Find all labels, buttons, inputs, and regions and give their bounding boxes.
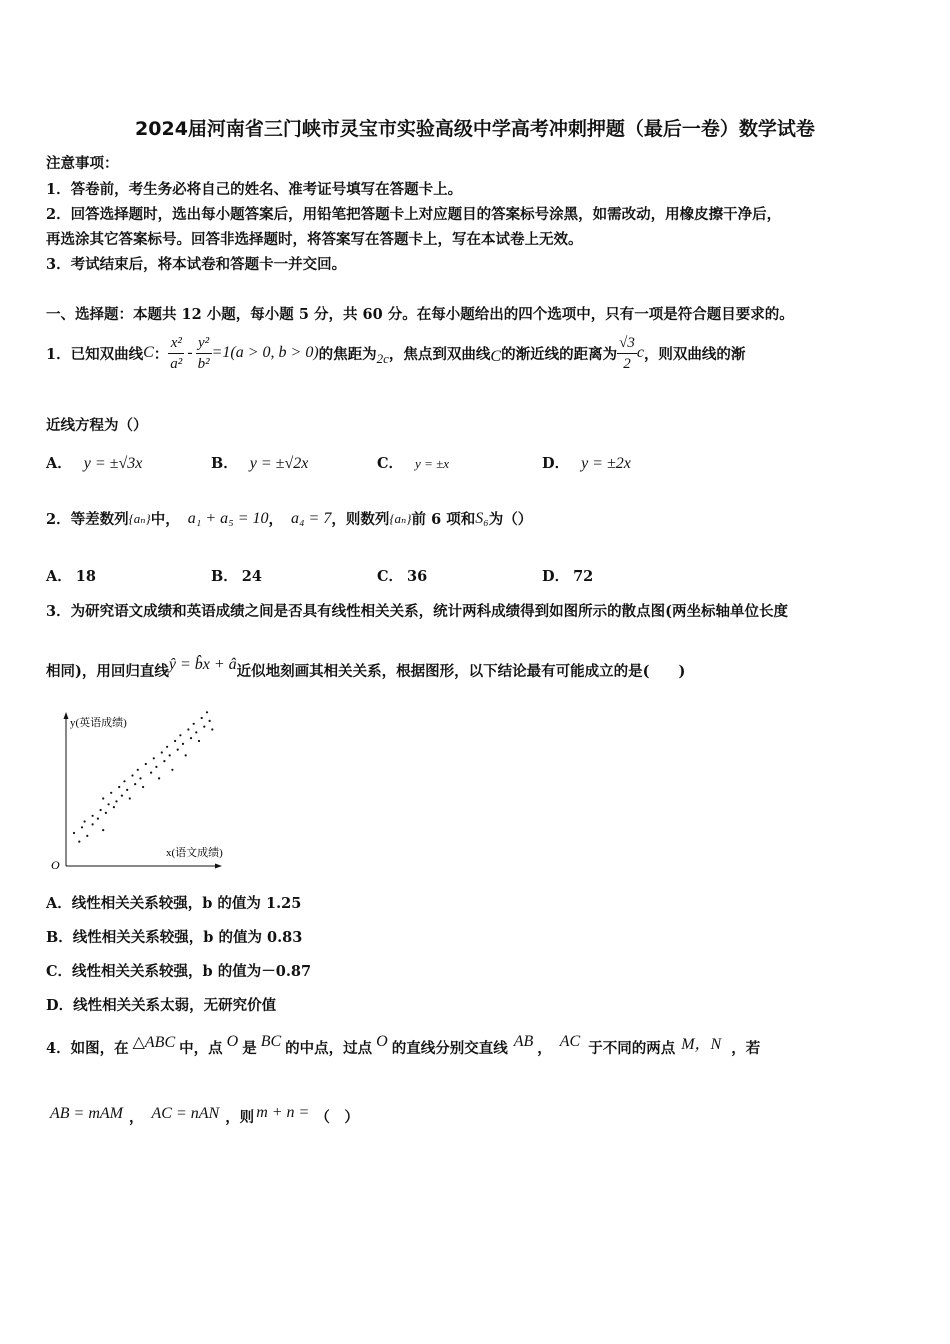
question-1 — [46, 330, 745, 376]
q2-option-c[interactable]: C． 36 — [377, 568, 428, 585]
data-point — [182, 743, 184, 745]
q1-var: C — [143, 344, 154, 361]
data-point — [73, 832, 75, 834]
data-point — [174, 740, 176, 742]
data-point — [113, 806, 115, 808]
q4-segment: BC — [260, 1033, 282, 1050]
q4-text: 中，点 — [179, 1039, 223, 1057]
data-point — [185, 754, 187, 756]
data-point — [105, 812, 107, 814]
q4-text: ，则 — [225, 1109, 255, 1126]
data-point — [203, 726, 205, 728]
q4-line: AC — [559, 1033, 581, 1050]
q2-text: 前 6 项和 — [411, 511, 476, 528]
q2-text: ， — [268, 511, 283, 528]
data-point — [198, 740, 200, 742]
q1-condition: =1(a > 0, b > 0) — [211, 344, 319, 361]
q3-option-a[interactable]: A．线性相关关系较强，b 的值为 1.25 — [46, 895, 302, 912]
data-point — [209, 720, 211, 722]
data-point — [211, 728, 213, 730]
data-point — [195, 731, 197, 733]
data-point — [142, 786, 144, 788]
q2-sum: S₆ — [475, 509, 489, 527]
data-point — [171, 769, 173, 771]
data-point — [190, 737, 192, 739]
q4-point: O — [376, 1033, 388, 1050]
data-point — [110, 792, 112, 794]
q1-text: 的渐近线的距离为 — [501, 345, 618, 363]
y-axis-label: y(英语成绩) — [70, 717, 127, 729]
q1-option-a[interactable]: A． y = ±√3x — [46, 455, 143, 472]
q4-line2 — [46, 1103, 359, 1127]
q4-text: 是 — [242, 1039, 257, 1057]
q4-text: ， — [129, 1109, 144, 1126]
data-point — [108, 803, 110, 805]
q4-text: 的直线分别交直线 — [391, 1039, 508, 1057]
page-title: 2024届河南省三门峡市灵宝市实验高级中学高考冲刺押题（最后一卷）数学试卷 — [135, 118, 815, 140]
question-4 — [46, 1030, 760, 1064]
q2-text: 2．等差数列 — [46, 511, 129, 528]
data-point — [92, 815, 94, 817]
q2-option-b[interactable]: B． 24 — [211, 568, 262, 585]
q2-equation: a₄ = 7 — [290, 509, 332, 527]
q3-option-c[interactable]: C．线性相关关系较强，b 的值为－0.87 — [46, 963, 312, 980]
q2-equation: a₁ + a₅ = 10 — [187, 509, 269, 527]
q2-option-a[interactable]: A． 18 — [46, 568, 96, 585]
y-axis-arrow — [64, 712, 69, 719]
q3-text: 近似地刻画其相关关系，根据图形，以下结论最有可能成立的是( ) — [236, 663, 686, 680]
data-point — [86, 835, 88, 837]
data-point — [155, 766, 157, 768]
data-point — [137, 769, 139, 771]
notice-item: 1．答卷前，考生务必将自己的姓名、准考证号填写在答题卡上。 — [46, 181, 463, 198]
data-point — [84, 820, 86, 822]
data-point — [134, 783, 136, 785]
data-point — [97, 818, 99, 820]
x-axis-label: x(语文成绩) — [166, 847, 223, 859]
q1-text: ，焦点到双曲线 — [388, 345, 491, 363]
section-heading: 一、选择题：本题共 12 小题，每小题 5 分，共 60 分。在每小题给出的四个选项中，只有一项是符合题目要求的。 — [46, 306, 794, 323]
q3-line1: 3．为研究语文成绩和英语成绩之间是否具有线性相关关系，统计两科成绩得到如图所示的散点图(两坐标轴单位长度 — [46, 603, 788, 620]
q2-text: 为（） — [488, 511, 533, 528]
q1-fraction-distance: $\frac{√3}{2}$ — [619, 334, 635, 372]
q4-point: O — [226, 1033, 239, 1050]
data-point — [92, 823, 94, 825]
q1-var: C — [490, 348, 502, 365]
data-point — [81, 826, 83, 828]
x-axis-arrow — [215, 864, 222, 869]
q1-option-d[interactable]: D． y = ±2x — [542, 455, 631, 472]
data-point — [201, 717, 203, 719]
q4-text: （ ） — [315, 1109, 359, 1126]
data-point — [123, 780, 125, 782]
notice-item: 2．回答选择题时，选出每小题答案后，用铅笔把答题卡上对应题目的答案标号涂黑，如需改动，用橡皮擦干净后， — [46, 206, 782, 223]
q2-text: 中， — [150, 511, 180, 528]
notice-item: 3．考试结束后，将本试卷和答题卡一并交回。 — [46, 256, 347, 273]
q4-line: AB — [513, 1033, 534, 1050]
data-point — [102, 797, 104, 799]
data-point — [139, 777, 141, 779]
q3-regression-eq: ŷ = b̂x + â — [168, 655, 237, 673]
data-point — [161, 751, 163, 753]
question-2 — [46, 508, 532, 529]
data-point — [131, 774, 133, 776]
q3-text: 相同)，用回归直线 — [46, 663, 169, 680]
q2-option-d[interactable]: D． 72 — [542, 568, 594, 585]
q2-text: ，则数列 — [331, 511, 390, 528]
data-point — [179, 734, 181, 736]
q1-var: 2c — [376, 351, 389, 366]
q3-line2 — [46, 655, 686, 681]
q1-text: 1．已知双曲线 — [46, 345, 144, 363]
data-point — [115, 800, 117, 802]
q4-text: 4．如图，在 — [46, 1039, 129, 1057]
data-point — [166, 746, 168, 748]
data-point — [129, 797, 131, 799]
notice-item: 再选涂其它答案标号。回答非选择题时，将答案写在答题卡上，写在本试卷上无效。 — [46, 231, 583, 248]
q4-text: ，若 — [731, 1039, 761, 1057]
data-point — [169, 754, 171, 756]
q1-minus: - — [187, 344, 193, 361]
q2-sequence: {aₙ} — [128, 510, 151, 526]
data-point — [78, 841, 80, 843]
q4-vector-eq: AB = mAM — [50, 1104, 123, 1122]
q4-vector-eq: AC = nAN — [151, 1104, 220, 1122]
data-point — [121, 795, 123, 797]
q4-triangle: △ABC — [132, 1034, 176, 1051]
data-point — [187, 728, 189, 730]
data-point — [206, 711, 208, 713]
q3-option-b[interactable]: B．线性相关关系较强，b 的值为 0.83 — [46, 929, 303, 946]
data-point — [193, 723, 195, 725]
q3-option-d[interactable]: D．线性相关关系太弱，无研究价值 — [46, 997, 277, 1014]
q4-points: M，N — [681, 1035, 722, 1053]
q2-sequence: {aₙ} — [389, 510, 412, 526]
q1-fraction-y: $\frac{\text{y²}}{\text{b²}}$ — [197, 334, 210, 372]
origin-label: O — [51, 858, 60, 872]
q4-text: 的中点，过点 — [285, 1039, 373, 1057]
q4-text: ， — [537, 1039, 552, 1057]
data-point — [102, 829, 104, 831]
q1-fraction-x: $\frac{\text{x²}}{\text{a²}}$ — [170, 334, 183, 372]
data-point — [153, 757, 155, 759]
scatter-points — [73, 711, 214, 843]
q1-text: ： — [153, 345, 169, 363]
notice-heading: 注意事项： — [46, 155, 119, 172]
data-point — [163, 760, 165, 762]
q1-option-b[interactable]: B． y = ±√2x — [211, 455, 309, 472]
q1-text: 的焦距为 — [318, 345, 377, 363]
data-point — [118, 786, 120, 788]
q1-var: c — [636, 344, 644, 361]
scatter-plot — [46, 708, 246, 873]
q4-sum: m + n = — [256, 1103, 310, 1121]
data-point — [150, 772, 152, 774]
data-point — [100, 809, 102, 811]
data-point — [158, 777, 160, 779]
q1-option-c[interactable]: C． y = ±x — [377, 455, 449, 472]
q4-text: 于不同的两点 — [588, 1039, 676, 1057]
q1-continuation: 近线方程为（） — [46, 417, 148, 434]
data-point — [177, 749, 179, 751]
data-point — [126, 789, 128, 791]
q1-text: ，则双曲线的渐 — [643, 345, 746, 363]
data-point — [145, 763, 147, 765]
